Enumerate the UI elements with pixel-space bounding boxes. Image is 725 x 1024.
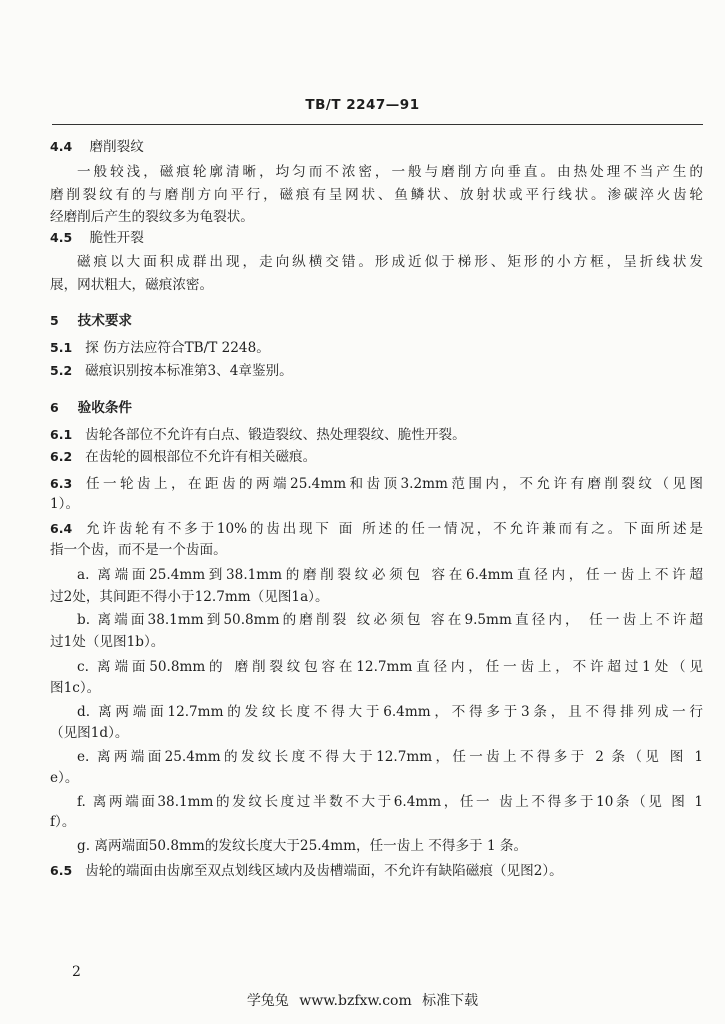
- section-5-heading: 5 技术要求: [50, 313, 133, 329]
- item-6-4-line-1: 6.4 允许齿轮有不多于10%的齿出现下 面 所述的任一情况，不允许兼而有之。下面所述是: [50, 521, 703, 537]
- subitem-f-line-2: f）。: [50, 814, 76, 830]
- item-6-2: 6.2 在齿轮的圆根部位不允许有相关磁痕。: [50, 449, 317, 465]
- item-6-3-line-2: 1）。: [50, 496, 80, 512]
- document-page: TB/T 2247—91 4.4 磨削裂纹 一般较浅，磁痕轮廓清晰，均匀而不浓密，一般与磨削方向垂直。由热处理不当产生的 磨削裂纹有的与磨削方向平行，磁痕有呈网状、鱼鳞状、放射状或平行线状。渗碳淬火齿轮 经磨削后产生的裂纹多为龟裂状。 4.5 脆性开裂 磁痕以大面积成群出现，走向纵横交错。形成近似于梯形、矩形的小方框，呈折线状发 展，网状粗大，磁痕浓密。 5 技术要求 5.1 探 伤方法应符合TB/T 2248。 5.2 磁痕识别按本标准第3、4章鉴别。 6 验收条件 6.1 齿轮各部位不允许有白点、锻造裂纹、热处理裂纹、脆性开裂。 6.2 在齿轮的圆根部位不允许有相关磁痕。 6.3 任一轮齿上，在距齿的两端25.4mm和齿顶3.2mm范围内，不允许有磨削裂纹（见图 1）。 6.4 允许齿轮有不多于10%的齿出现下 面 所述的任一情况，不允许兼而有之。下面所述是 指一个齿，而不是一个齿面。 a. 离端面25.4mm到38.1mm的磨削裂纹必须包 容在6.4mm直径内，任一齿上不许超 过2处，其间距不得小于12.7mm（见图1a）。 b. 离端面38.1mm到50.8mm的磨削裂 纹必须包 容在9.5mm直径内， 任一齿上不许超 过1处（见图1b）。 c. 离端面50.8mm的 磨削裂纹包容在12.7mm直径内，任一齿上，不许超过1处（见 图1c）。 d. 离两端面12.7mm的发纹长度不得大于6.4mm，不得多于3条，且不得排列成一行 （见图1d）。 e. 离两端面25.4mm的发纹长度不得大于12.7mm，任一齿上不得多于 2 条（见 图 1 e）。 f. 离两端面38.1mm的发纹长度过半数不大于6.4mm，任一 齿上不得多于10条（见 图 1 f）。 g. 离两端面50.8mm的发纹长度大于25.4mm，任一齿上 不得多于 1 条。 6.5 齿轮的端面由齿廓至双点划线区域内及齿槽端面，不允许有缺陷磁痕（见图2）。 2 学兔兔 www.bzfxw.com 标准下载: [0, 0, 725, 1024]
- section-4-5-line-2: 展，网状粗大，磁痕浓密。: [50, 277, 214, 293]
- section-4-5-heading: 4.5 脆性开裂: [50, 230, 144, 246]
- item-5-2: 5.2 磁痕识别按本标准第3、4章鉴别。: [50, 363, 293, 379]
- subitem-b-line-2: 过1处（见图1b）。: [50, 634, 165, 650]
- item-6-4-line-2: 指一个齿，而不是一个齿面。: [50, 542, 227, 558]
- footer-watermark: 学兔兔 www.bzfxw.com 标准下载: [246, 993, 479, 1009]
- section-4-4-line-3: 经磨削后产生的裂纹多为龟裂状。: [50, 209, 254, 225]
- item-6-3-line-1: 6.3 任一轮齿上，在距齿的两端25.4mm和齿顶3.2mm范围内，不允许有磨削裂纹（见图: [50, 476, 703, 492]
- subitem-g-line-1: g. 离两端面50.8mm的发纹长度大于25.4mm，任一齿上 不得多于 1 条。: [77, 838, 528, 854]
- page-number: 2: [72, 964, 81, 980]
- subitem-d-line-2: （见图1d）。: [50, 725, 129, 741]
- document-header: TB/T 2247—91: [305, 97, 420, 113]
- header-rule: [52, 124, 703, 125]
- item-6-1: 6.1 齿轮各部位不允许有白点、锻造裂纹、热处理裂纹、脆性开裂。: [50, 427, 466, 443]
- subitem-c-line-2: 图1c）。: [50, 680, 101, 696]
- item-5-1: 5.1 探 伤方法应符合TB/T 2248。: [50, 340, 270, 356]
- section-6-heading: 6 验收条件: [50, 400, 133, 416]
- section-4-4-heading: 4.4 磨削裂纹: [50, 139, 144, 155]
- subitem-a-line-2: 过2处，其间距不得小于12.7mm（见图1a）。: [50, 589, 329, 605]
- item-6-5: 6.5 齿轮的端面由齿廓至双点划线区域内及齿槽端面，不允许有缺陷磁痕（见图2）。: [50, 863, 563, 879]
- subitem-e-line-2: e）。: [50, 770, 79, 786]
